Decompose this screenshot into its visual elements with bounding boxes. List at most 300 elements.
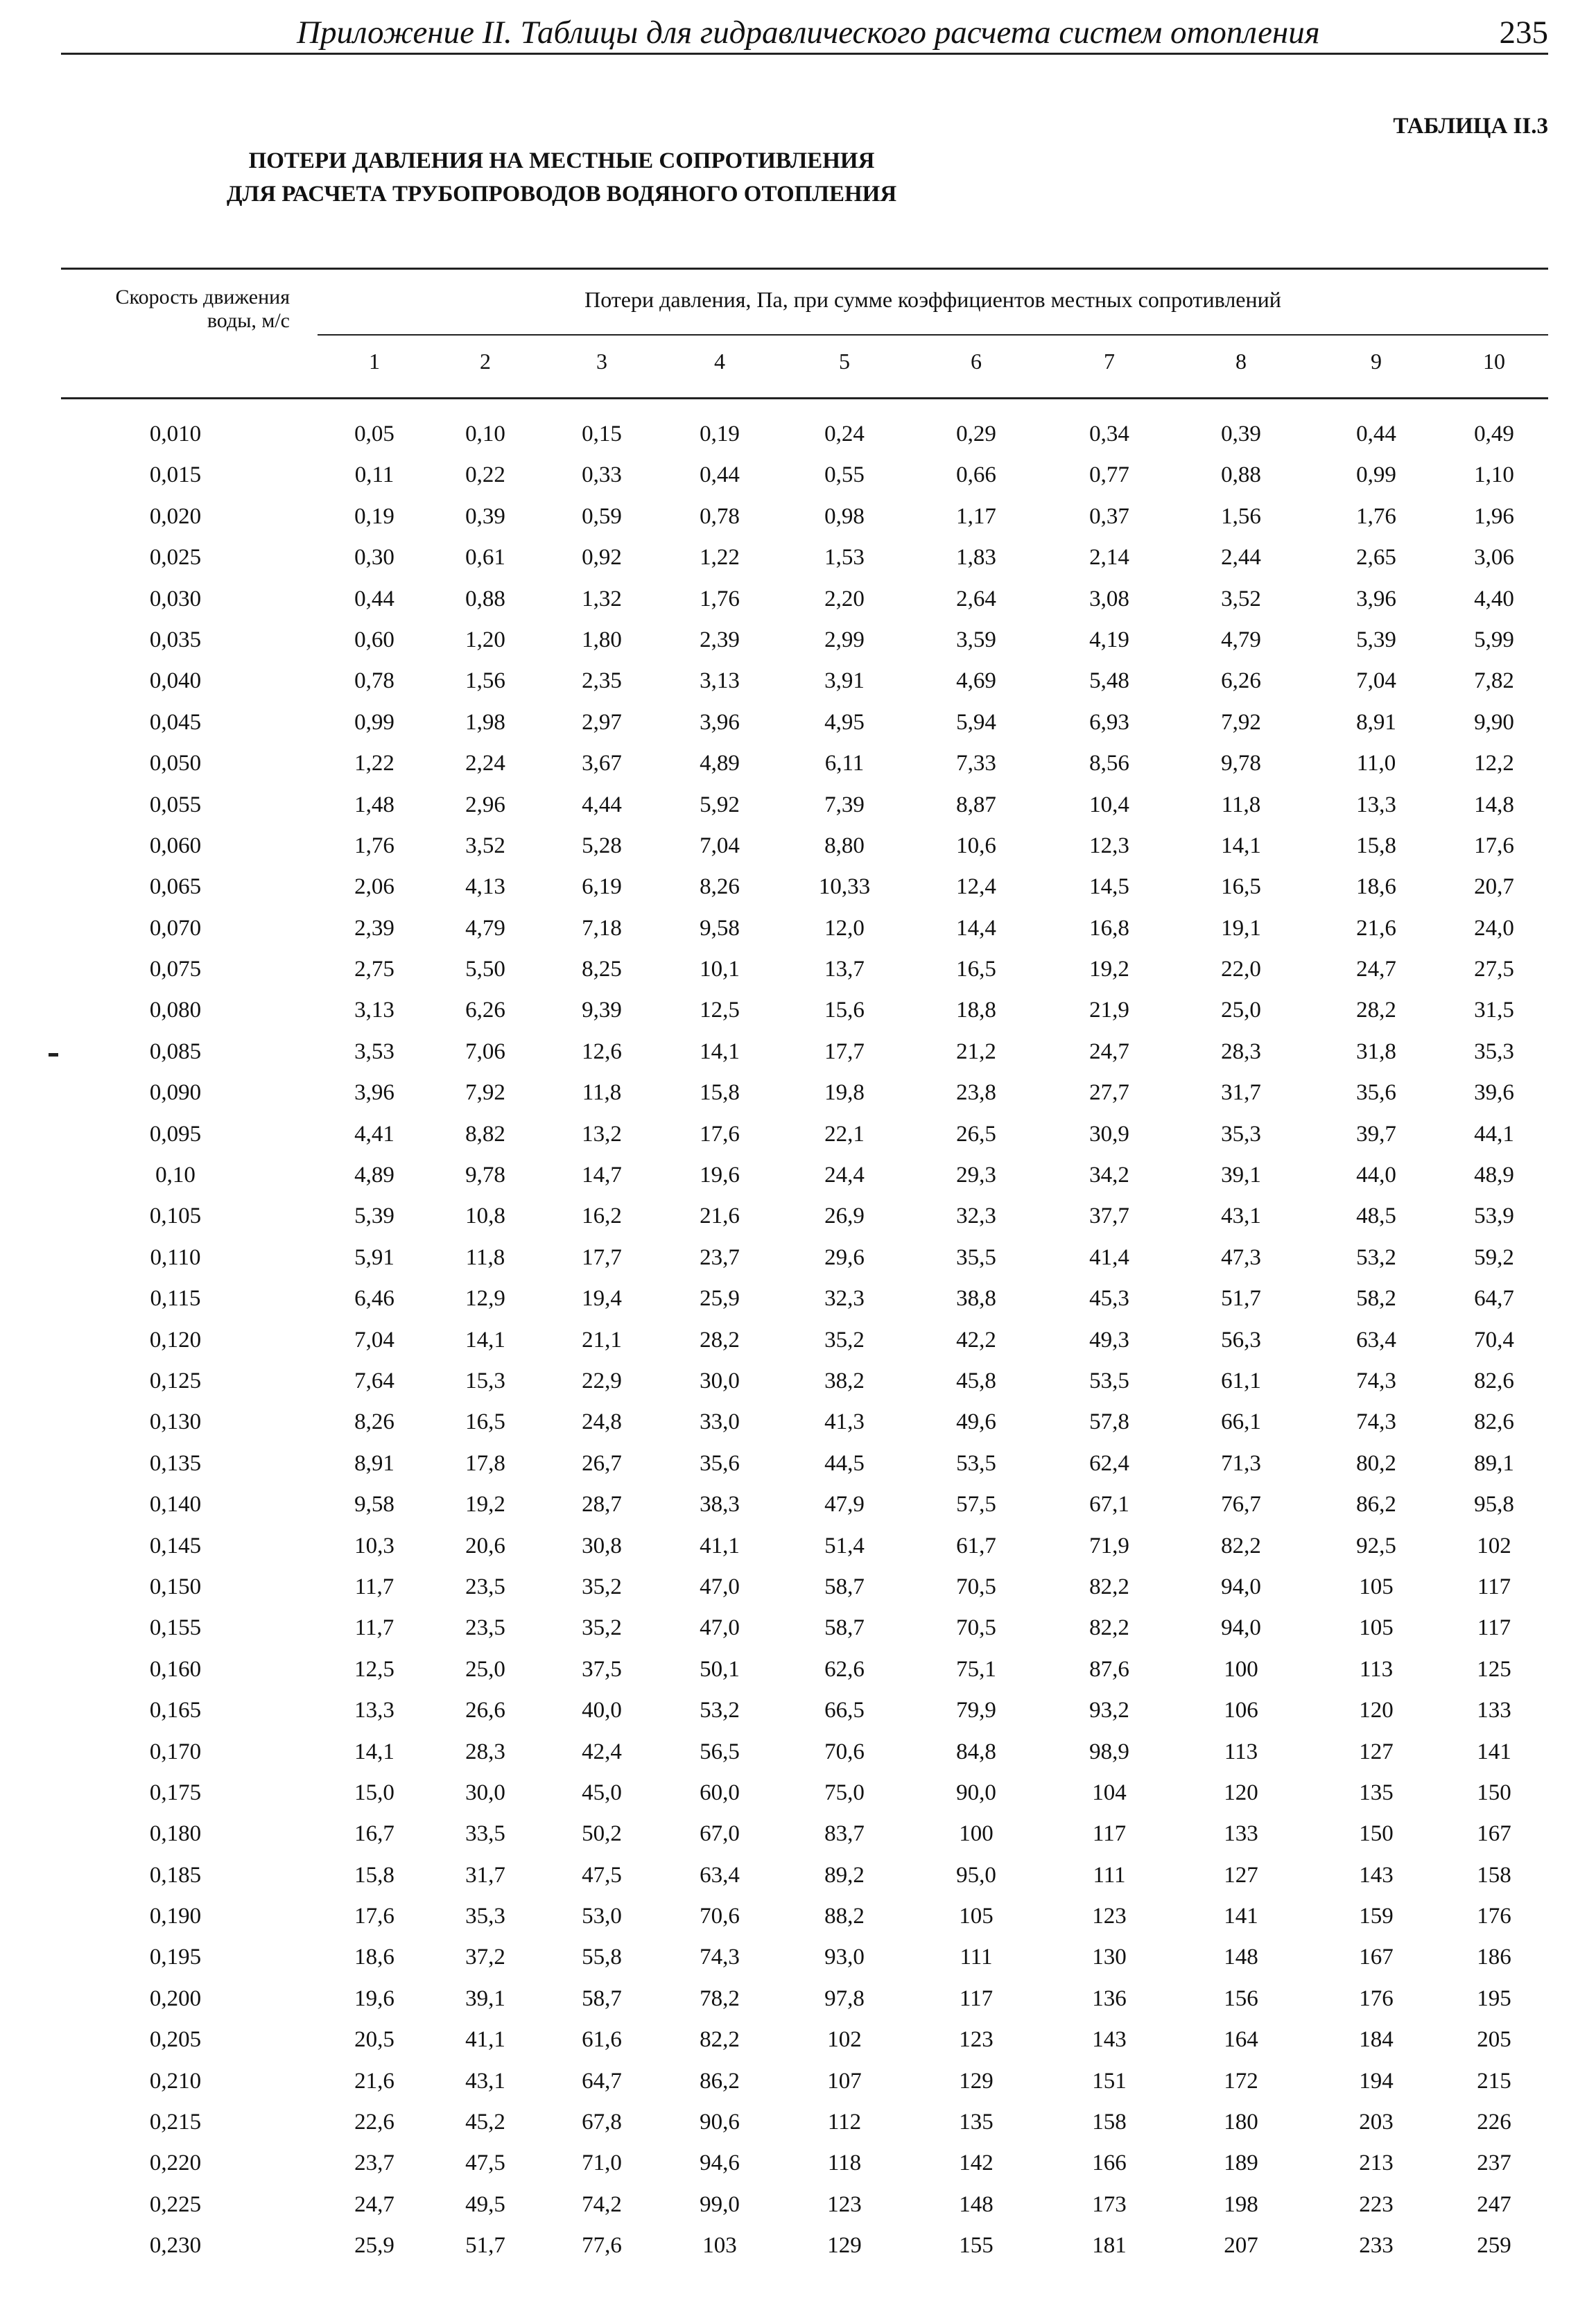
pressure-loss-cell: 27,5 [1474, 957, 1514, 982]
pressure-loss-cell: 97,8 [824, 1985, 865, 2011]
pressure-loss-cell: 12,9 [465, 1286, 505, 1312]
pressure-loss-cell: 5,39 [354, 1203, 394, 1229]
pressure-loss-cell: 15,3 [465, 1368, 505, 1393]
pressure-loss-cell: 4,95 [824, 709, 865, 735]
pressure-loss-cell: 24,7 [1089, 1038, 1129, 1064]
pressure-loss-cell: 2,35 [582, 668, 622, 694]
table-row [0, 422, 1596, 462]
table-row [0, 792, 1596, 833]
pressure-loss-cell: 12,5 [700, 998, 740, 1023]
pressure-loss-cell: 14,1 [1221, 833, 1261, 858]
pressure-loss-cell: 9,39 [582, 998, 622, 1023]
pressure-loss-cell: 4,40 [1474, 586, 1514, 611]
pressure-loss-cell: 0,77 [1089, 462, 1129, 488]
pressure-loss-cell: 5,50 [465, 957, 505, 982]
pressure-loss-cell: 9,90 [1474, 709, 1514, 735]
pressure-loss-cell: 102 [827, 2027, 862, 2053]
pressure-loss-cell: 19,6 [354, 1985, 394, 2011]
pressure-loss-cell: 2,75 [354, 957, 394, 982]
pressure-loss-cell: 45,3 [1089, 1286, 1129, 1312]
pressure-loss-cell: 4,69 [956, 668, 996, 694]
pressure-loss-cell: 71,3 [1221, 1450, 1261, 1476]
pressure-loss-cell: 167 [1359, 1945, 1394, 1970]
pressure-loss-cell: 58,7 [824, 1574, 865, 1599]
pressure-loss-cell: 32,3 [956, 1203, 996, 1229]
header-divider-rule [318, 334, 1548, 336]
pressure-loss-cell: 120 [1359, 1698, 1394, 1723]
pressure-loss-cell: 105 [1359, 1574, 1394, 1599]
table-row [0, 1245, 1596, 1286]
speed-cell: 0,060 [149, 833, 202, 858]
pressure-loss-cell: 45,8 [956, 1368, 996, 1393]
pressure-loss-cell: 33,0 [700, 1409, 740, 1435]
pressure-loss-cell: 59,2 [1474, 1244, 1514, 1270]
pressure-loss-cell: 0,29 [956, 422, 996, 446]
pressure-loss-cell: 0,61 [465, 545, 505, 571]
pressure-loss-cell: 259 [1477, 2233, 1511, 2259]
pressure-loss-cell: 23,8 [956, 1080, 996, 1106]
pressure-loss-cell: 53,2 [1356, 1244, 1396, 1270]
pressure-loss-cell: 47,0 [700, 1574, 740, 1599]
table-row [0, 1739, 1596, 1780]
speed-cell: 0,125 [149, 1368, 202, 1393]
pressure-loss-cell: 17,7 [582, 1244, 622, 1270]
speed-cell: 0,090 [149, 1080, 202, 1106]
table-row [0, 1657, 1596, 1698]
pressure-loss-cell: 8,80 [824, 833, 865, 858]
table-row [0, 998, 1596, 1038]
pressure-loss-cell: 2,96 [465, 792, 505, 817]
pressure-loss-cell: 19,4 [582, 1286, 622, 1312]
pressure-loss-cell: 0,55 [824, 462, 865, 488]
speed-cell: 0,015 [149, 462, 202, 488]
pressure-loss-cell: 19,2 [1089, 957, 1129, 982]
pressure-loss-cell: 1,76 [354, 833, 394, 858]
pressure-loss-cell: 90,0 [956, 1780, 996, 1805]
pressure-loss-cell: 2,14 [1089, 545, 1129, 571]
pressure-loss-cell: 186 [1477, 1945, 1511, 1970]
pressure-loss-cell: 71,9 [1089, 1533, 1129, 1558]
pressure-loss-cell: 60,0 [700, 1780, 740, 1805]
pressure-loss-cell: 5,92 [700, 792, 740, 817]
table-row [0, 462, 1596, 503]
pressure-loss-cell: 23,7 [354, 2150, 394, 2176]
pressure-loss-cell: 3,53 [354, 1038, 394, 1064]
pressure-loss-cell: 0,22 [465, 462, 505, 488]
pressure-loss-cell: 19,2 [465, 1492, 505, 1518]
pressure-loss-cell: 16,5 [465, 1409, 505, 1435]
pressure-loss-cell: 100 [1224, 1656, 1258, 1682]
margin-dash-mark [49, 1053, 58, 1057]
pressure-loss-cell: 40,0 [582, 1698, 622, 1723]
speed-header-line-2: воды, м/с [207, 309, 290, 332]
speed-cell: 0,195 [149, 1945, 202, 1970]
table-row [0, 1039, 1596, 1080]
pressure-loss-cell: 237 [1477, 2150, 1511, 2176]
pressure-loss-cell: 13,3 [1356, 792, 1396, 817]
pressure-loss-cell: 8,25 [582, 957, 622, 982]
pressure-loss-cell: 49,5 [465, 2191, 505, 2217]
pressure-loss-cell: 23,5 [465, 1615, 505, 1641]
pressure-loss-cell: 180 [1224, 2110, 1258, 2135]
pressure-loss-cell: 38,2 [824, 1368, 865, 1393]
pressure-loss-cell: 74,3 [700, 1945, 740, 1970]
pressure-loss-cell: 16,2 [582, 1203, 622, 1229]
pressure-loss-cell: 35,6 [700, 1450, 740, 1476]
pressure-loss-cell: 107 [827, 2068, 862, 2094]
pressure-loss-cell: 41,1 [700, 1533, 740, 1558]
pressure-loss-cell: 133 [1224, 1821, 1258, 1847]
pressure-loss-cell: 0,24 [824, 422, 865, 446]
speed-cell: 0,045 [149, 709, 202, 735]
pressure-loss-cell: 135 [959, 2110, 994, 2135]
pressure-loss-cell: 0,66 [956, 462, 996, 488]
pressure-loss-cell: 1,96 [1474, 503, 1514, 529]
pressure-loss-cell: 57,5 [956, 1492, 996, 1518]
pressure-loss-cell: 14,1 [354, 1739, 394, 1764]
pressure-loss-cell: 0,78 [354, 668, 394, 694]
table-row [0, 1080, 1596, 1121]
pressure-loss-cell: 0,39 [465, 503, 505, 529]
pressure-loss-cell: 99,0 [700, 2191, 740, 2217]
pressure-loss-cell: 67,8 [582, 2110, 622, 2135]
speed-cell: 0,205 [149, 2027, 202, 2053]
pressure-loss-cell: 64,7 [1474, 1286, 1514, 1312]
speed-cell: 0,210 [149, 2068, 202, 2094]
pressure-loss-cell: 30,8 [582, 1533, 622, 1558]
pressure-loss-cell: 3,96 [700, 709, 740, 735]
pressure-loss-cell: 8,26 [700, 874, 740, 900]
speed-cell: 0,225 [149, 2191, 202, 2217]
pressure-loss-cell: 8,91 [1356, 709, 1396, 735]
pressure-loss-cell: 55,8 [582, 1945, 622, 1970]
pressure-loss-cell: 33,5 [465, 1821, 505, 1847]
pressure-loss-cell: 0,59 [582, 503, 622, 529]
pressure-loss-cell: 2,64 [956, 586, 996, 611]
pressure-loss-cell: 150 [1359, 1821, 1394, 1847]
pressure-loss-cell: 12,3 [1089, 833, 1129, 858]
speed-cell: 0,220 [149, 2150, 202, 2176]
pressure-loss-cell: 215 [1477, 2068, 1511, 2094]
pressure-loss-cell: 22,0 [1221, 957, 1261, 982]
pressure-loss-cell: 48,5 [1356, 1203, 1396, 1229]
pressure-loss-cell: 48,9 [1474, 1163, 1514, 1188]
pressure-loss-cell: 195 [1477, 1985, 1511, 2011]
pressure-loss-cell: 3,59 [956, 627, 996, 652]
pressure-loss-cell: 0,30 [354, 545, 394, 571]
header-bottom-rule [61, 397, 1548, 399]
pressure-loss-cell: 98,9 [1089, 1739, 1129, 1764]
pressure-loss-cell: 35,3 [1474, 1038, 1514, 1064]
column-number: 8 [1235, 349, 1247, 374]
pressure-loss-cell: 45,2 [465, 2110, 505, 2135]
pressure-loss-cell: 1,20 [465, 627, 505, 652]
pressure-loss-cell: 20,5 [354, 2027, 394, 2053]
pressure-loss-cell: 2,44 [1221, 545, 1261, 571]
table-row [0, 2069, 1596, 2110]
pressure-loss-cell: 3,96 [1356, 586, 1396, 611]
table-row [0, 2150, 1596, 2191]
pressure-loss-cell: 58,7 [582, 1985, 622, 2011]
pressure-loss-cell: 11,7 [354, 1615, 394, 1641]
pressure-loss-cell: 9,78 [465, 1163, 505, 1188]
pressure-loss-cell: 82,6 [1474, 1368, 1514, 1393]
pressure-loss-cell: 3,13 [700, 668, 740, 694]
pressure-loss-cell: 3,08 [1089, 586, 1129, 611]
pressure-loss-cell: 53,5 [956, 1450, 996, 1476]
table-row [0, 1945, 1596, 1985]
pressure-loss-cell: 158 [1477, 1862, 1511, 1888]
table-row [0, 627, 1596, 668]
pressure-loss-cell: 56,5 [700, 1739, 740, 1764]
pressure-loss-cell: 8,87 [956, 792, 996, 817]
pressure-loss-cell: 35,3 [1221, 1121, 1261, 1147]
pressure-loss-cell: 2,65 [1356, 545, 1396, 571]
table-row [0, 1574, 1596, 1615]
pressure-loss-cell: 0,10 [465, 422, 505, 446]
pressure-loss-cell: 16,5 [1221, 874, 1261, 900]
pressure-loss-cell: 41,4 [1089, 1244, 1129, 1270]
pressure-loss-cell: 21,9 [1089, 998, 1129, 1023]
pressure-loss-cell: 24,7 [1356, 957, 1396, 982]
pressure-loss-cell: 100 [959, 1821, 994, 1847]
pressure-loss-cell: 118 [827, 2150, 862, 2176]
pressure-loss-cell: 0,78 [700, 503, 740, 529]
pressure-loss-cell: 0,44 [700, 462, 740, 488]
pressure-loss-cell: 42,4 [582, 1739, 622, 1764]
pressure-loss-cell: 47,3 [1221, 1244, 1261, 1270]
pressure-loss-cell: 148 [1224, 1945, 1258, 1970]
pressure-loss-cell: 25,0 [465, 1656, 505, 1682]
pressure-loss-cell: 20,7 [1474, 874, 1514, 900]
pressure-loss-cell: 37,2 [465, 1945, 505, 1970]
speed-cell: 0,180 [149, 1821, 202, 1847]
pressure-loss-cell: 95,0 [956, 1862, 996, 1888]
pressure-loss-cell: 47,9 [824, 1492, 865, 1518]
table-row [0, 2110, 1596, 2150]
pressure-loss-cell: 5,48 [1089, 668, 1129, 694]
table-row [0, 1492, 1596, 1533]
pressure-loss-cell: 8,56 [1089, 751, 1129, 776]
pressure-loss-cell: 6,11 [824, 751, 865, 776]
speed-column-header [61, 286, 318, 333]
pressure-loss-cell: 74,3 [1356, 1409, 1396, 1435]
pressure-loss-cell: 74,2 [582, 2191, 622, 2217]
pressure-loss-cell: 37,7 [1089, 1203, 1129, 1229]
pressure-loss-cell: 35,5 [956, 1244, 996, 1270]
pressure-loss-cell: 47,0 [700, 1615, 740, 1641]
pressure-loss-cell: 44,1 [1474, 1121, 1514, 1147]
pressure-loss-cell: 1,76 [700, 586, 740, 611]
pressure-loss-cell: 13,7 [824, 957, 865, 982]
pressure-loss-cell: 106 [1224, 1698, 1258, 1723]
pressure-loss-cell: 3,91 [824, 668, 865, 694]
pressure-loss-cell: 86,2 [700, 2068, 740, 2094]
pressure-loss-cell: 77,6 [582, 2233, 622, 2259]
pressure-loss-cell: 0,98 [824, 503, 865, 529]
table-row [0, 916, 1596, 957]
pressure-loss-cell: 94,6 [700, 2150, 740, 2176]
pressure-loss-cell: 1,22 [700, 545, 740, 571]
pressure-loss-cell: 155 [959, 2233, 994, 2259]
pressure-loss-cell: 151 [1092, 2068, 1127, 2094]
pressure-loss-cell: 10,3 [354, 1533, 394, 1558]
speed-cell: 0,155 [149, 1615, 202, 1641]
pressure-loss-cell: 18,6 [354, 1945, 394, 1970]
pressure-loss-cell: 39,1 [465, 1985, 505, 2011]
speed-cell: 0,200 [149, 1985, 202, 2011]
pressure-loss-cell: 28,3 [1221, 1038, 1261, 1064]
speed-cell: 0,010 [149, 422, 202, 446]
pressure-loss-cell: 7,18 [582, 915, 622, 941]
coefficient-column-numbers [0, 349, 1596, 376]
speed-cell: 0,085 [149, 1038, 202, 1064]
pressure-loss-cell: 17,6 [354, 1904, 394, 1929]
pressure-loss-cell: 3,96 [354, 1080, 394, 1106]
pressure-loss-cell: 0,60 [354, 627, 394, 652]
pressure-loss-cell: 9,58 [700, 915, 740, 941]
pressure-loss-cell: 35,2 [582, 1615, 622, 1641]
pressure-loss-cell: 136 [1092, 1985, 1127, 2011]
pressure-loss-cell: 26,6 [465, 1698, 505, 1723]
table-row [0, 957, 1596, 998]
pressure-loss-cell: 62,6 [824, 1656, 865, 1682]
pressure-loss-cell: 25,9 [354, 2233, 394, 2259]
pressure-loss-cell: 43,1 [1221, 1203, 1261, 1229]
pressure-loss-cell: 30,0 [700, 1368, 740, 1393]
pressure-loss-cell: 3,67 [582, 751, 622, 776]
table-top-rule [61, 268, 1548, 270]
table-row [0, 751, 1596, 792]
pressure-loss-cell: 63,4 [700, 1862, 740, 1888]
column-number: 4 [714, 349, 725, 374]
pressure-loss-cell: 7,92 [465, 1080, 505, 1106]
pressure-loss-cell: 9,78 [1221, 751, 1261, 776]
pressure-loss-cell: 0,39 [1221, 422, 1261, 446]
pressure-loss-cell: 26,5 [956, 1121, 996, 1147]
pressure-loss-cell: 25,9 [700, 1286, 740, 1312]
table-row [0, 1328, 1596, 1368]
column-number: 1 [369, 349, 380, 374]
table-row [0, 2233, 1596, 2274]
pressure-loss-cell: 21,6 [354, 2068, 394, 2094]
pressure-loss-cell: 0,33 [582, 462, 622, 488]
pressure-loss-cell: 70,4 [1474, 1327, 1514, 1353]
pressure-loss-cell: 150 [1477, 1780, 1511, 1805]
pressure-loss-cell: 56,3 [1221, 1327, 1261, 1353]
pressure-loss-cell: 49,6 [956, 1409, 996, 1435]
pressure-loss-cell: 32,3 [824, 1286, 865, 1312]
pressure-loss-cell: 1,10 [1474, 462, 1514, 488]
pressure-loss-cell: 5,94 [956, 709, 996, 735]
table-row [0, 1163, 1596, 1203]
table-row [0, 1863, 1596, 1904]
pressure-loss-cell: 24,8 [582, 1409, 622, 1435]
pressure-loss-cell: 164 [1224, 2027, 1258, 2053]
pressure-loss-cell: 10,6 [956, 833, 996, 858]
pressure-loss-cell: 8,26 [354, 1409, 394, 1435]
pressure-loss-cell: 4,89 [700, 751, 740, 776]
pressure-loss-cell: 84,8 [956, 1739, 996, 1764]
pressure-loss-cell: 82,2 [700, 2027, 740, 2053]
pressure-loss-cell: 35,3 [465, 1904, 505, 1929]
pressure-loss-cell: 142 [959, 2150, 994, 2176]
pressure-loss-cell: 24,7 [354, 2191, 394, 2217]
table-row [0, 1409, 1596, 1450]
pressure-loss-cell: 92,5 [1356, 1533, 1396, 1558]
pressure-loss-cell: 78,2 [700, 1985, 740, 2011]
pressure-loss-cell: 1,22 [354, 751, 394, 776]
speed-cell: 0,050 [149, 751, 202, 776]
pressure-loss-cell: 172 [1224, 2068, 1258, 2094]
pressure-loss-cell: 198 [1224, 2191, 1258, 2217]
column-number: 3 [596, 349, 607, 374]
pressure-loss-cell: 94,0 [1221, 1615, 1261, 1641]
pressure-loss-cell: 6,46 [354, 1286, 394, 1312]
speed-cell: 0,175 [149, 1780, 202, 1805]
table-row [0, 1904, 1596, 1945]
pressure-loss-cell: 143 [1092, 2027, 1127, 2053]
pressure-loss-cell: 4,41 [354, 1121, 394, 1147]
table-row [0, 2192, 1596, 2233]
pressure-loss-cell: 2,39 [700, 627, 740, 652]
pressure-loss-cell: 47,5 [582, 1862, 622, 1888]
pressure-loss-cell: 1,53 [824, 545, 865, 571]
pressure-loss-cell: 31,5 [1474, 998, 1514, 1023]
pressure-loss-cell: 20,6 [465, 1533, 505, 1558]
pressure-loss-cell: 67,0 [700, 1821, 740, 1847]
pressure-loss-cell: 9,58 [354, 1492, 394, 1518]
pressure-loss-cell: 2,97 [582, 709, 622, 735]
pressure-loss-cell: 82,2 [1221, 1533, 1261, 1558]
table-row [0, 1122, 1596, 1163]
table-row [0, 1203, 1596, 1244]
pressure-loss-cell: 51,7 [1221, 1286, 1261, 1312]
pressure-loss-cell: 31,7 [465, 1862, 505, 1888]
pressure-loss-cell: 11,8 [1221, 792, 1261, 817]
pressure-loss-cell: 2,39 [354, 915, 394, 941]
pressure-loss-cell: 2,99 [824, 627, 865, 652]
pressure-loss-cell: 213 [1359, 2150, 1394, 2176]
table-label: ТАБЛИЦА II.3 [1393, 114, 1548, 139]
pressure-loss-cell: 205 [1477, 2027, 1511, 2053]
table-row [0, 1368, 1596, 1409]
pressure-loss-cell: 67,1 [1089, 1492, 1129, 1518]
speed-cell: 0,135 [149, 1450, 202, 1476]
pressure-loss-cell: 104 [1092, 1780, 1127, 1805]
pressure-loss-cell: 10,1 [700, 957, 740, 982]
pressure-loss-cell: 23,7 [700, 1244, 740, 1270]
pressure-loss-cell: 90,6 [700, 2110, 740, 2135]
pressure-loss-cell: 4,19 [1089, 627, 1129, 652]
pressure-loss-cell: 76,7 [1221, 1492, 1261, 1518]
pressure-loss-cell: 87,6 [1089, 1656, 1129, 1682]
pressure-loss-cell: 61,6 [582, 2027, 622, 2053]
pressure-loss-cell: 15,0 [354, 1780, 394, 1805]
pressure-loss-cell: 143 [1359, 1862, 1394, 1888]
pressure-loss-cell: 1,17 [956, 503, 996, 529]
pressure-loss-cell: 5,28 [582, 833, 622, 858]
speed-cell: 0,215 [149, 2110, 202, 2135]
pressure-loss-cell: 28,2 [1356, 998, 1396, 1023]
pressure-loss-cell: 14,8 [1474, 792, 1514, 817]
pressure-loss-cell: 24,4 [824, 1163, 865, 1188]
pressure-loss-cell: 3,06 [1474, 545, 1514, 571]
pressure-loss-cell: 12,6 [582, 1038, 622, 1064]
pressure-loss-cell: 7,64 [354, 1368, 394, 1393]
pressure-loss-cell: 0,15 [582, 422, 622, 446]
losses-column-header: Потери давления, Па, при сумме коэффициентов местных сопротивлений [584, 287, 1281, 312]
